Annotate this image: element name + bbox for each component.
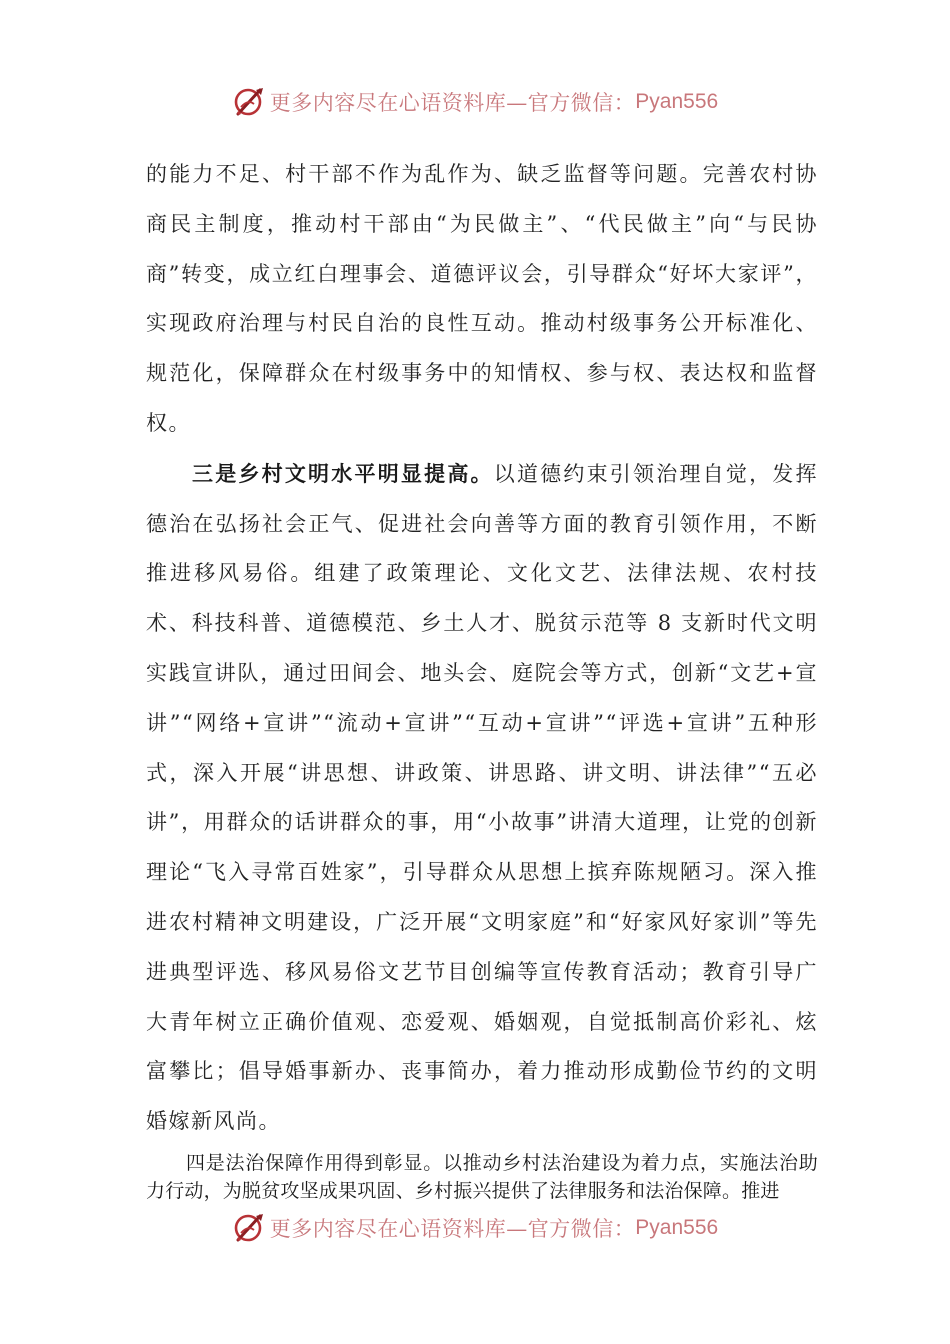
pen-logo-icon: [232, 85, 266, 119]
watermark-text: 更多内容尽在心语资料库—官方微信：: [269, 1217, 636, 1241]
pen-logo-icon: [232, 1211, 266, 1245]
paragraph-2: [146, 449, 818, 1147]
header-watermark: [0, 82, 950, 122]
footer-watermark: [0, 1208, 950, 1248]
paragraph-1: [146, 150, 818, 449]
watermark-text: 更多内容尽在心语资料库—官方微信：: [269, 91, 636, 115]
paragraph-2-body: 以道德约束引领治理自觉，发挥德治在弘扬社会正气、促进社会向善等方面的教育引领作用，不断推进移风易俗。组建了政策理论、文化文艺、法律法规、农村技术、科技科普、道德模范、乡土人才、脱贫示范等 8 支新时代文明实践宣讲队，通过田间会、地头会、庭院会等方式，创新“文艺+宣讲”“网络+宣讲”“流动+宣讲”“互动+宣讲”“评选+宣讲”五种形式，深入开展“讲思想、讲政策、讲思路、讲文明、讲法律”“五必讲”，用群众的话讲群众的事，用“小故事”讲清大道理，让党的创新理论“飞入寻常百姓家”，引导群众从思想上摈弃陈规陋习。深入推进农村精神文明建设，广泛开展“文明家庭”和“好家风好家训”等先进典型评选、移风易俗文艺节目创编等宣传教育活动；教育引导广大青年树立正确价值观、恋爱观、婚姻观，自觉抵制高价彩礼、炫富攀比；倡导婚事新办、丧事简办，着力推动形成勤俭节约的文明婚嫁新风尚。: [146, 461, 818, 1134]
watermark-brand: Pyan556: [635, 1216, 719, 1239]
paragraph-3: [146, 1149, 818, 1205]
paragraph-2-lead: 三是乡村文明水平明显提高。: [192, 460, 494, 486]
document-body: [146, 150, 818, 1205]
paragraph-1-body: 的能力不足、村干部不作为乱作为、缺乏监督等问题。完善农村协商民主制度，推动村干部由“为民做主”、“代民做主”向“与民协商”转变，成立红白理事会、道德评议会，引导群众“好坏大家评”，实现政府治理与村民自治的良性互动。推动村级事务公开标准化、规范化，保障群众在村级事务中的知情权、参与权、表达权和监督权。: [146, 162, 818, 435]
watermark-brand: Pyan556: [635, 90, 719, 113]
paragraph-3-body: 四是法治保障作用得到彰显。以推动乡村法治建设为着力点，实施法治助力行动，为脱贫攻坚成果巩固、乡村振兴提供了法律服务和法治保障。推进: [146, 1151, 818, 1202]
